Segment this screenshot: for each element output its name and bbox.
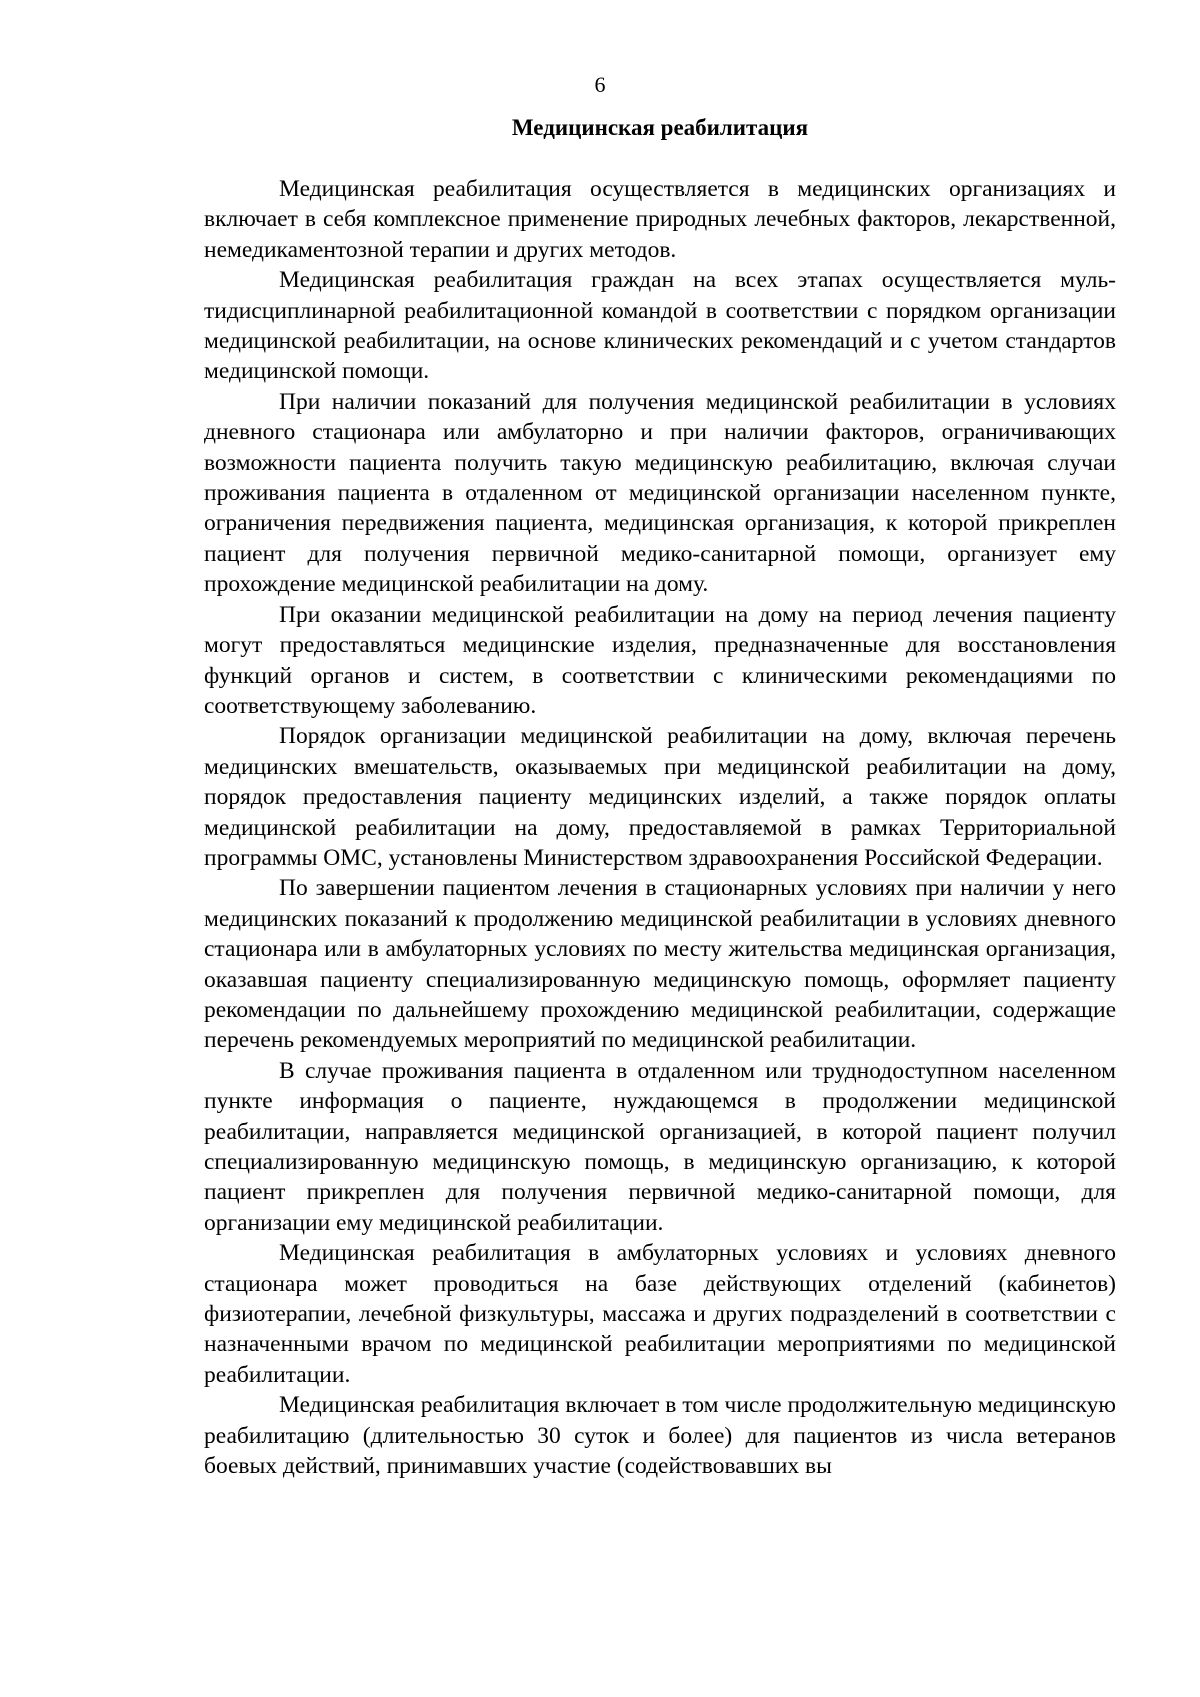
page-number: 6 xyxy=(594,72,606,97)
paragraph: По завершении пациентом лечения в стационарных условиях при наличии у него медицинских показаний к продолжению медицинской реабилитации в условиях дневного стационара или в амбулаторных условиях по месту жительства медицинская организация, оказавшая пациенту специализированную медицинскую помощь, оформляет пациенту рекомендации по дальнейшему прохождению медицинской реабилитации, содержащие перечень рекомендуемых мероприятий по медицинской реабилитации. xyxy=(204,875,1116,1054)
section-heading: Медицинская реабилитация xyxy=(511,115,809,140)
paragraph: Медицинская реабилитация в амбулаторных условиях и условиях дневного стационара может проводиться на базе действующих отделений (кабинетов) физиотерапии, лечебной физкультуры, массажа и других подразделений в соответствии с назначенными врачом по медицинской реабилитации мероприятиями по медицинской реабилитации. xyxy=(204,1240,1116,1388)
paragraph: При наличии показаний для получения медицинской реабилитации в условиях дневного стационара или амбулаторно и при наличии факторов, ограничивающих возможности пациента получить такую медицинскую реабилитацию, включая случаи проживания пациента в отдаленном от медицинской организации населенном пункте, ограничения передвижения пациента, медицинская организация, к которой прикреплен пациент для получения первичной медико-санитарной помощи, организует ему прохождение медицинской реабилитации на дому. xyxy=(204,388,1116,598)
paragraph: Медицинская реабилитация граждан на всех этапах осуществляется мультидисциплинарной реабилитационной командой в соответствии с порядком организации медицинской реабилитации, на основе клинических рекомендаций и с учетом стандартов медицинской помощи. xyxy=(204,267,1116,385)
paragraph: Порядок организации медицинской реабилитации на дому, включая перечень медицинских вмешательств, оказываемых при медицинской реабилитации на дому, порядок предоставления пациенту медицинских изделий, а также порядок оплаты медицинской реабилитации на дому, предоставляемой в рамках Территориальной программы ОМС, установлены Министерством здравоохранения Российской Федерации. xyxy=(204,723,1116,871)
paragraph: Медицинская реабилитация включает в том числе продолжительную медицинскую реабилитацию (длительностью 30 суток и более) для пациентов из числа ветеранов боевых действий, принимавших участие (содействовавших вы xyxy=(204,1392,1116,1480)
paragraph: При оказании медицинской реабилитации на дому на период лечения пациенту могут предоставляться медицинские изделия, предназначенные для восстановления функций органов и систем, в соответствии с клиническими рекомендациями по соответствующему заболеванию. xyxy=(204,601,1116,719)
paragraph: Медицинская реабилитация осуществляется в медицинских организациях и включает в себя комплексное применение природных лечебных факторов, лекарственной, немедикаментозной терапии и других методов. xyxy=(204,176,1116,263)
body-text xyxy=(204,174,1116,1481)
paragraph: В случае проживания пациента в отдаленном или труднодоступном населенном пункте информация о пациенте, нуждающемся в продолжении медицинской реабилитации, направляется медицинской организацией, в которой пациент получил специализированную медицинскую помощь, в медицинскую организацию, к которой пациент прикреплен для получения первичной медико-санитарной помощи, для организации ему медицинской реабилитации. xyxy=(204,1057,1116,1236)
